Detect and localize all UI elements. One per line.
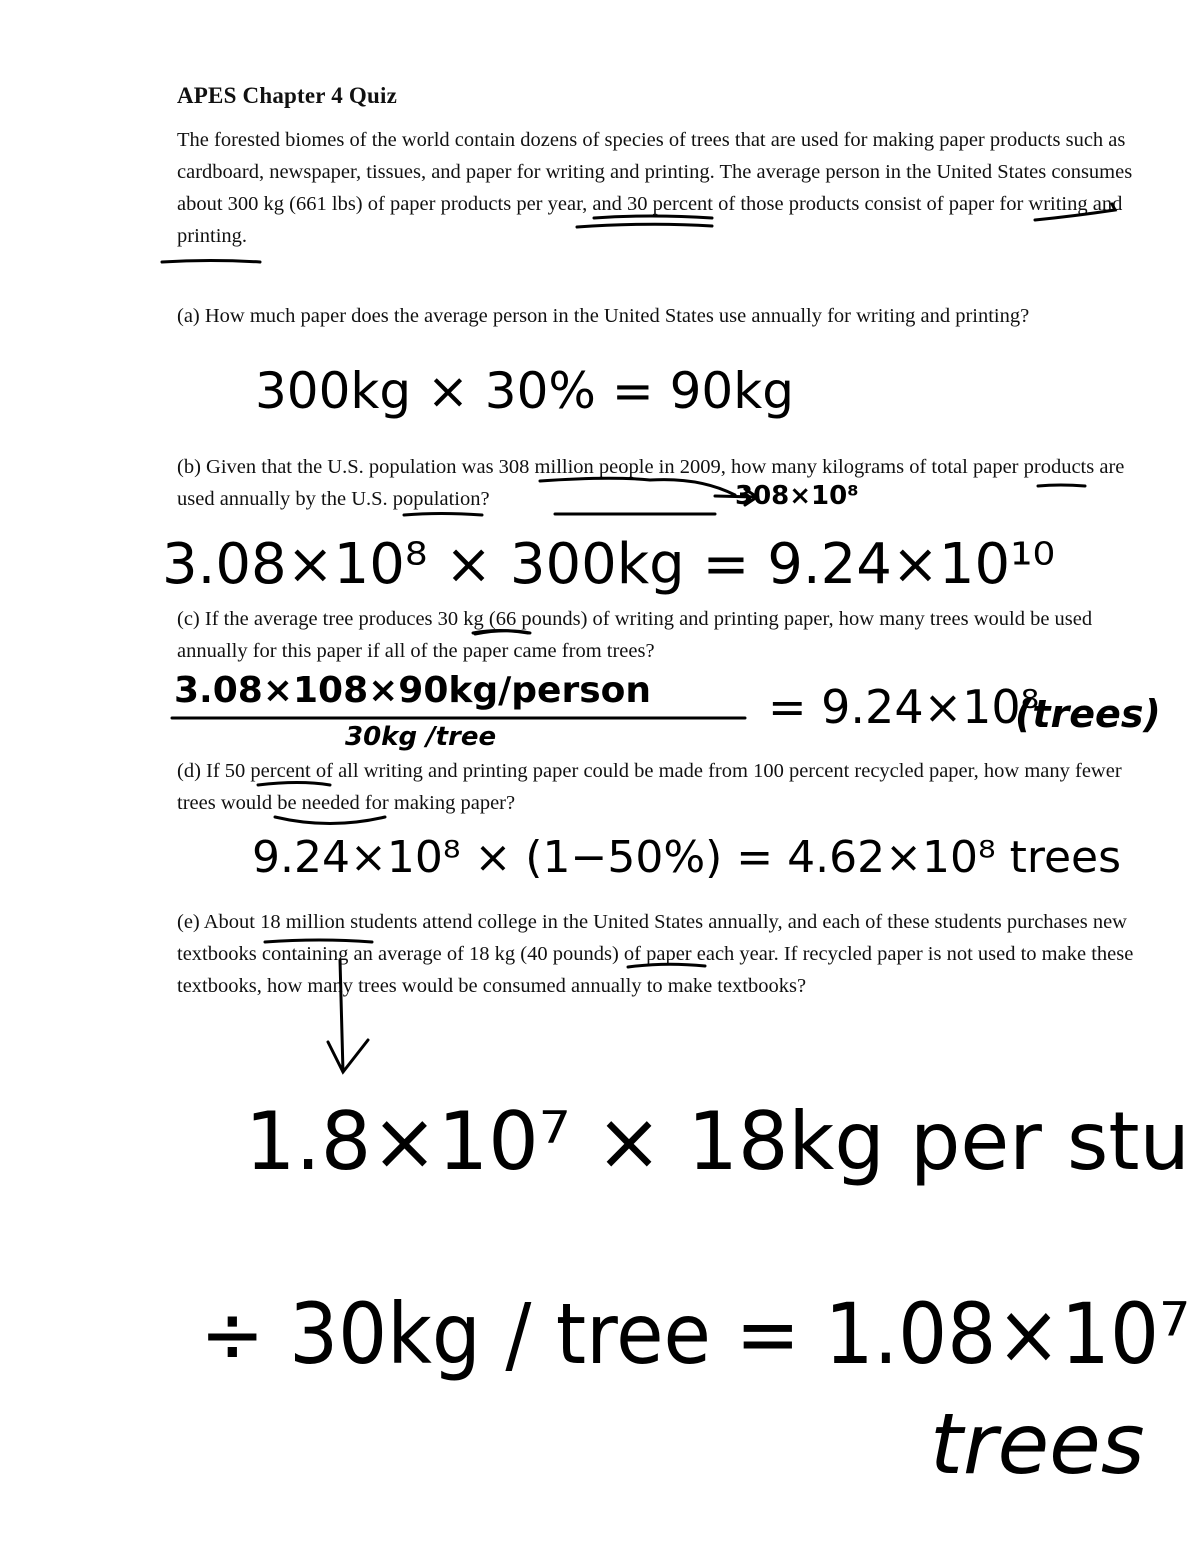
intro-text: The forested biomes of the world contain dozens of species of trees that are used for making paper products such as cardboard, newspaper, tissues, and paper for writing and printing. The average person in the United States consumes about 300 kg (661 lbs) of paper products per year, and 30 percent of those products consist of paper for writing and printing. bbox=[177, 129, 1133, 247]
handwritten-note-b: 308×10⁸ bbox=[735, 481, 859, 511]
question-b-text: (b) Given that the U.S. population was 308 million people in 2009, how many kilograms of total paper products are used annually by the U.S. population? bbox=[177, 456, 1125, 510]
handwritten-answer-a: 300kg × 30% = 90kg bbox=[255, 362, 794, 420]
handwritten-result-c: = 9.24×10⁸ bbox=[768, 680, 1040, 734]
quiz-title: APES Chapter 4 Quiz bbox=[177, 83, 397, 108]
handwritten-answer-b: 3.08×10⁸ × 300kg = 9.24×10¹⁰ bbox=[162, 532, 1055, 597]
question-d-text: (d) If 50 percent of all writing and printing paper could be made from 100 percent recycled paper, how many fewer trees would be needed for making paper? bbox=[177, 760, 1122, 814]
handwritten-fraction-denominator-c: 30kg /tree bbox=[345, 722, 497, 752]
question-d bbox=[177, 755, 1137, 819]
intro-paragraph bbox=[177, 124, 1137, 252]
handwritten-unit-c: (trees) bbox=[1015, 692, 1161, 736]
handwritten-answer-d: 9.24×10⁸ × (1−50%) = 4.62×10⁸ trees bbox=[252, 832, 1122, 883]
question-b bbox=[177, 451, 1137, 515]
underline-percent bbox=[162, 261, 260, 263]
question-c-text: (c) If the average tree produces 30 kg (66 pounds) of writing and printing paper, how many trees would be used annually for this paper if all of the paper came from trees? bbox=[177, 608, 1093, 662]
question-e-text: (e) About 18 million students attend college in the United States annually, and each of these students purchases new textbooks containing an average of 18 kg (40 pounds) of paper each year. If recycled paper is not used to make these textbooks, how many trees would be consumed annually to make textbooks? bbox=[177, 911, 1134, 997]
question-c bbox=[177, 603, 1137, 667]
question-a bbox=[177, 300, 1137, 332]
handwritten-fraction-numerator-c: 3.08×108×90kg/person bbox=[174, 670, 651, 711]
handwritten-answer-e-line2: ÷ 30kg / tree = 1.08×10⁷ bbox=[200, 1285, 1190, 1383]
handwritten-answer-e-line1: 1.8×10⁷ × 18kg per stu bbox=[245, 1095, 1190, 1188]
handwritten-answer-e-line3: trees bbox=[930, 1395, 1145, 1493]
question-a-text: (a) How much paper does the average person in the United States use annually for writing and printing? bbox=[177, 305, 1030, 327]
question-e bbox=[177, 906, 1137, 1002]
